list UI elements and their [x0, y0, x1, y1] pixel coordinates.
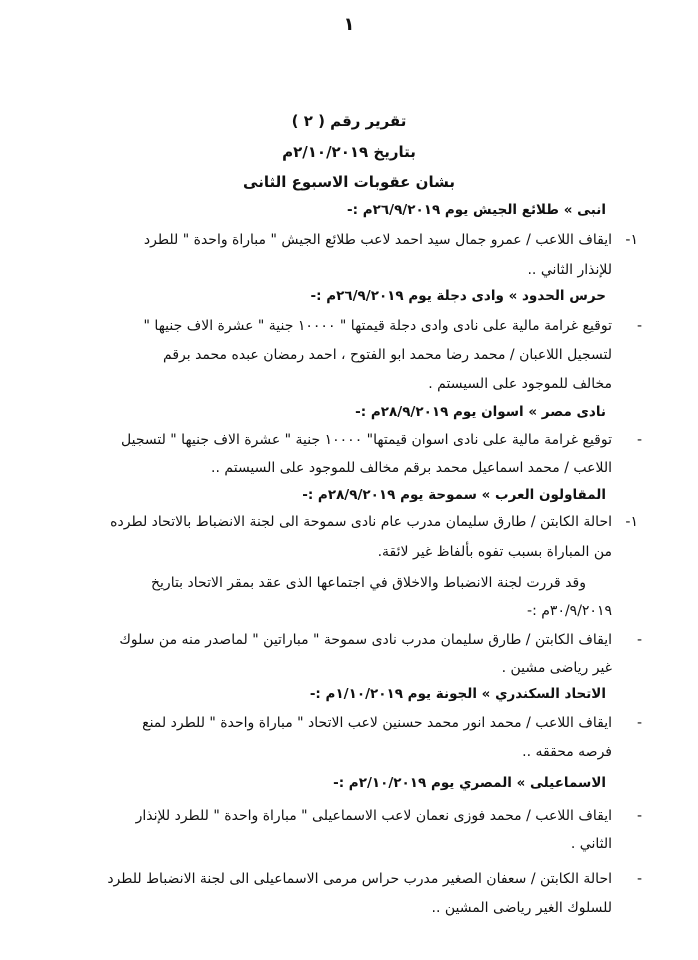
- item-line: توقيع غرامة مالية على نادى اسوان قيمتها" ١٠٠٠٠ جنية " عشرة الاف جنيها " لتسجيل: [121, 432, 612, 448]
- item-line: للإنذار الثاني ..: [527, 262, 612, 278]
- item-line: غير رياضى مشين .: [501, 660, 612, 676]
- item-line: احالة الكابتن / سعفان الصغير مدرب حراس مرمى الاسماعيلى الى لجنة الانضباط للطرد: [107, 871, 612, 887]
- section-header: انبى » طلائع الجيش يوم ٢٦/٩/٢٠١٩م :-: [347, 202, 606, 218]
- section-header: الاتحاد السكندري » الجونة يوم ١/١٠/٢٠١٩م :-: [309, 686, 606, 702]
- item-line: ايقاف اللاعب / محمد انور محمد حسنين لاعب الاتحاد " مباراة واحدة " للطرد لمنع: [142, 715, 612, 731]
- page-number: ١: [343, 14, 355, 35]
- item-line: فرصه محققه ..: [522, 744, 612, 760]
- item-line: احالة الكابتن / طارق سليمان مدرب عام نادى سموحة الى لجنة الانضباط بالاتحاد لطرده: [110, 514, 612, 530]
- item-marker: -: [636, 715, 642, 731]
- report-date: بتاريخ ٢/١٠/٢٠١٩م: [282, 143, 416, 161]
- committee-note-line: ٣٠/٩/٢٠١٩م :-: [527, 603, 612, 619]
- item-marker: -: [636, 632, 642, 648]
- item-line: من المباراة بسبب تفوه بألفاظ غير لائقة.: [377, 544, 612, 560]
- item-marker: -: [636, 808, 642, 824]
- item-line: ايقاف اللاعب / عمرو جمال سيد احمد لاعب طلائع الجيش " مباراة واحدة " للطرد: [143, 232, 612, 248]
- item-marker: ١-: [625, 232, 638, 248]
- section-header: المقاولون العرب » سموحة يوم ٢٨/٩/٢٠١٩م :-: [302, 487, 606, 503]
- report-subject: بشان عقوبات الاسبوع الثانى: [243, 173, 455, 191]
- section-header: حرس الحدود » وادى دجلة يوم ٢٦/٩/٢٠١٩م :-: [310, 288, 606, 304]
- item-marker: -: [636, 432, 642, 448]
- item-line: للسلوك الغير رياضى المشين ..: [431, 900, 612, 916]
- item-marker: ١-: [625, 514, 638, 530]
- item-line: اللاعب / محمد اسماعيل محمد برقم مخالف للموجود على السيستم ..: [211, 460, 612, 476]
- item-line: ايقاف اللاعب / محمد فوزى نعمان لاعب الاسماعيلى " مباراة واحدة " للطرد للإنذار: [135, 808, 612, 824]
- item-marker: -: [636, 318, 642, 334]
- committee-note-line: وقد قررت لجنة الانضباط والاخلاق في اجتماعها الذى عقد بمقر الاتحاد بتاريخ: [151, 575, 586, 591]
- item-line: توقيع غرامة مالية على نادى وادى دجلة قيمتها " ١٠٠٠٠ جنية " عشرة الاف جنيها ": [143, 318, 612, 334]
- report-title: تقرير رقم ( ٢ ): [291, 112, 407, 130]
- section-header: نادى مصر » اسوان يوم ٢٨/٩/٢٠١٩م :-: [355, 404, 606, 420]
- item-marker: -: [636, 871, 642, 887]
- item-line: الثاني .: [570, 836, 612, 852]
- section-header: الاسماعيلى » المصري يوم ٢/١٠/٢٠١٩م :-: [333, 775, 606, 791]
- item-line: ايقاف الكابتن / طارق سليمان مدرب نادى سموحة " مباراتين " لماصدر منه من سلوك: [119, 632, 612, 648]
- item-line: لتسجيل اللاعبان / محمد رضا محمد ابو الفتوح ، احمد رمضان عبده محمد برقم: [163, 347, 612, 363]
- item-line: مخالف للموجود على السيستم .: [428, 376, 612, 392]
